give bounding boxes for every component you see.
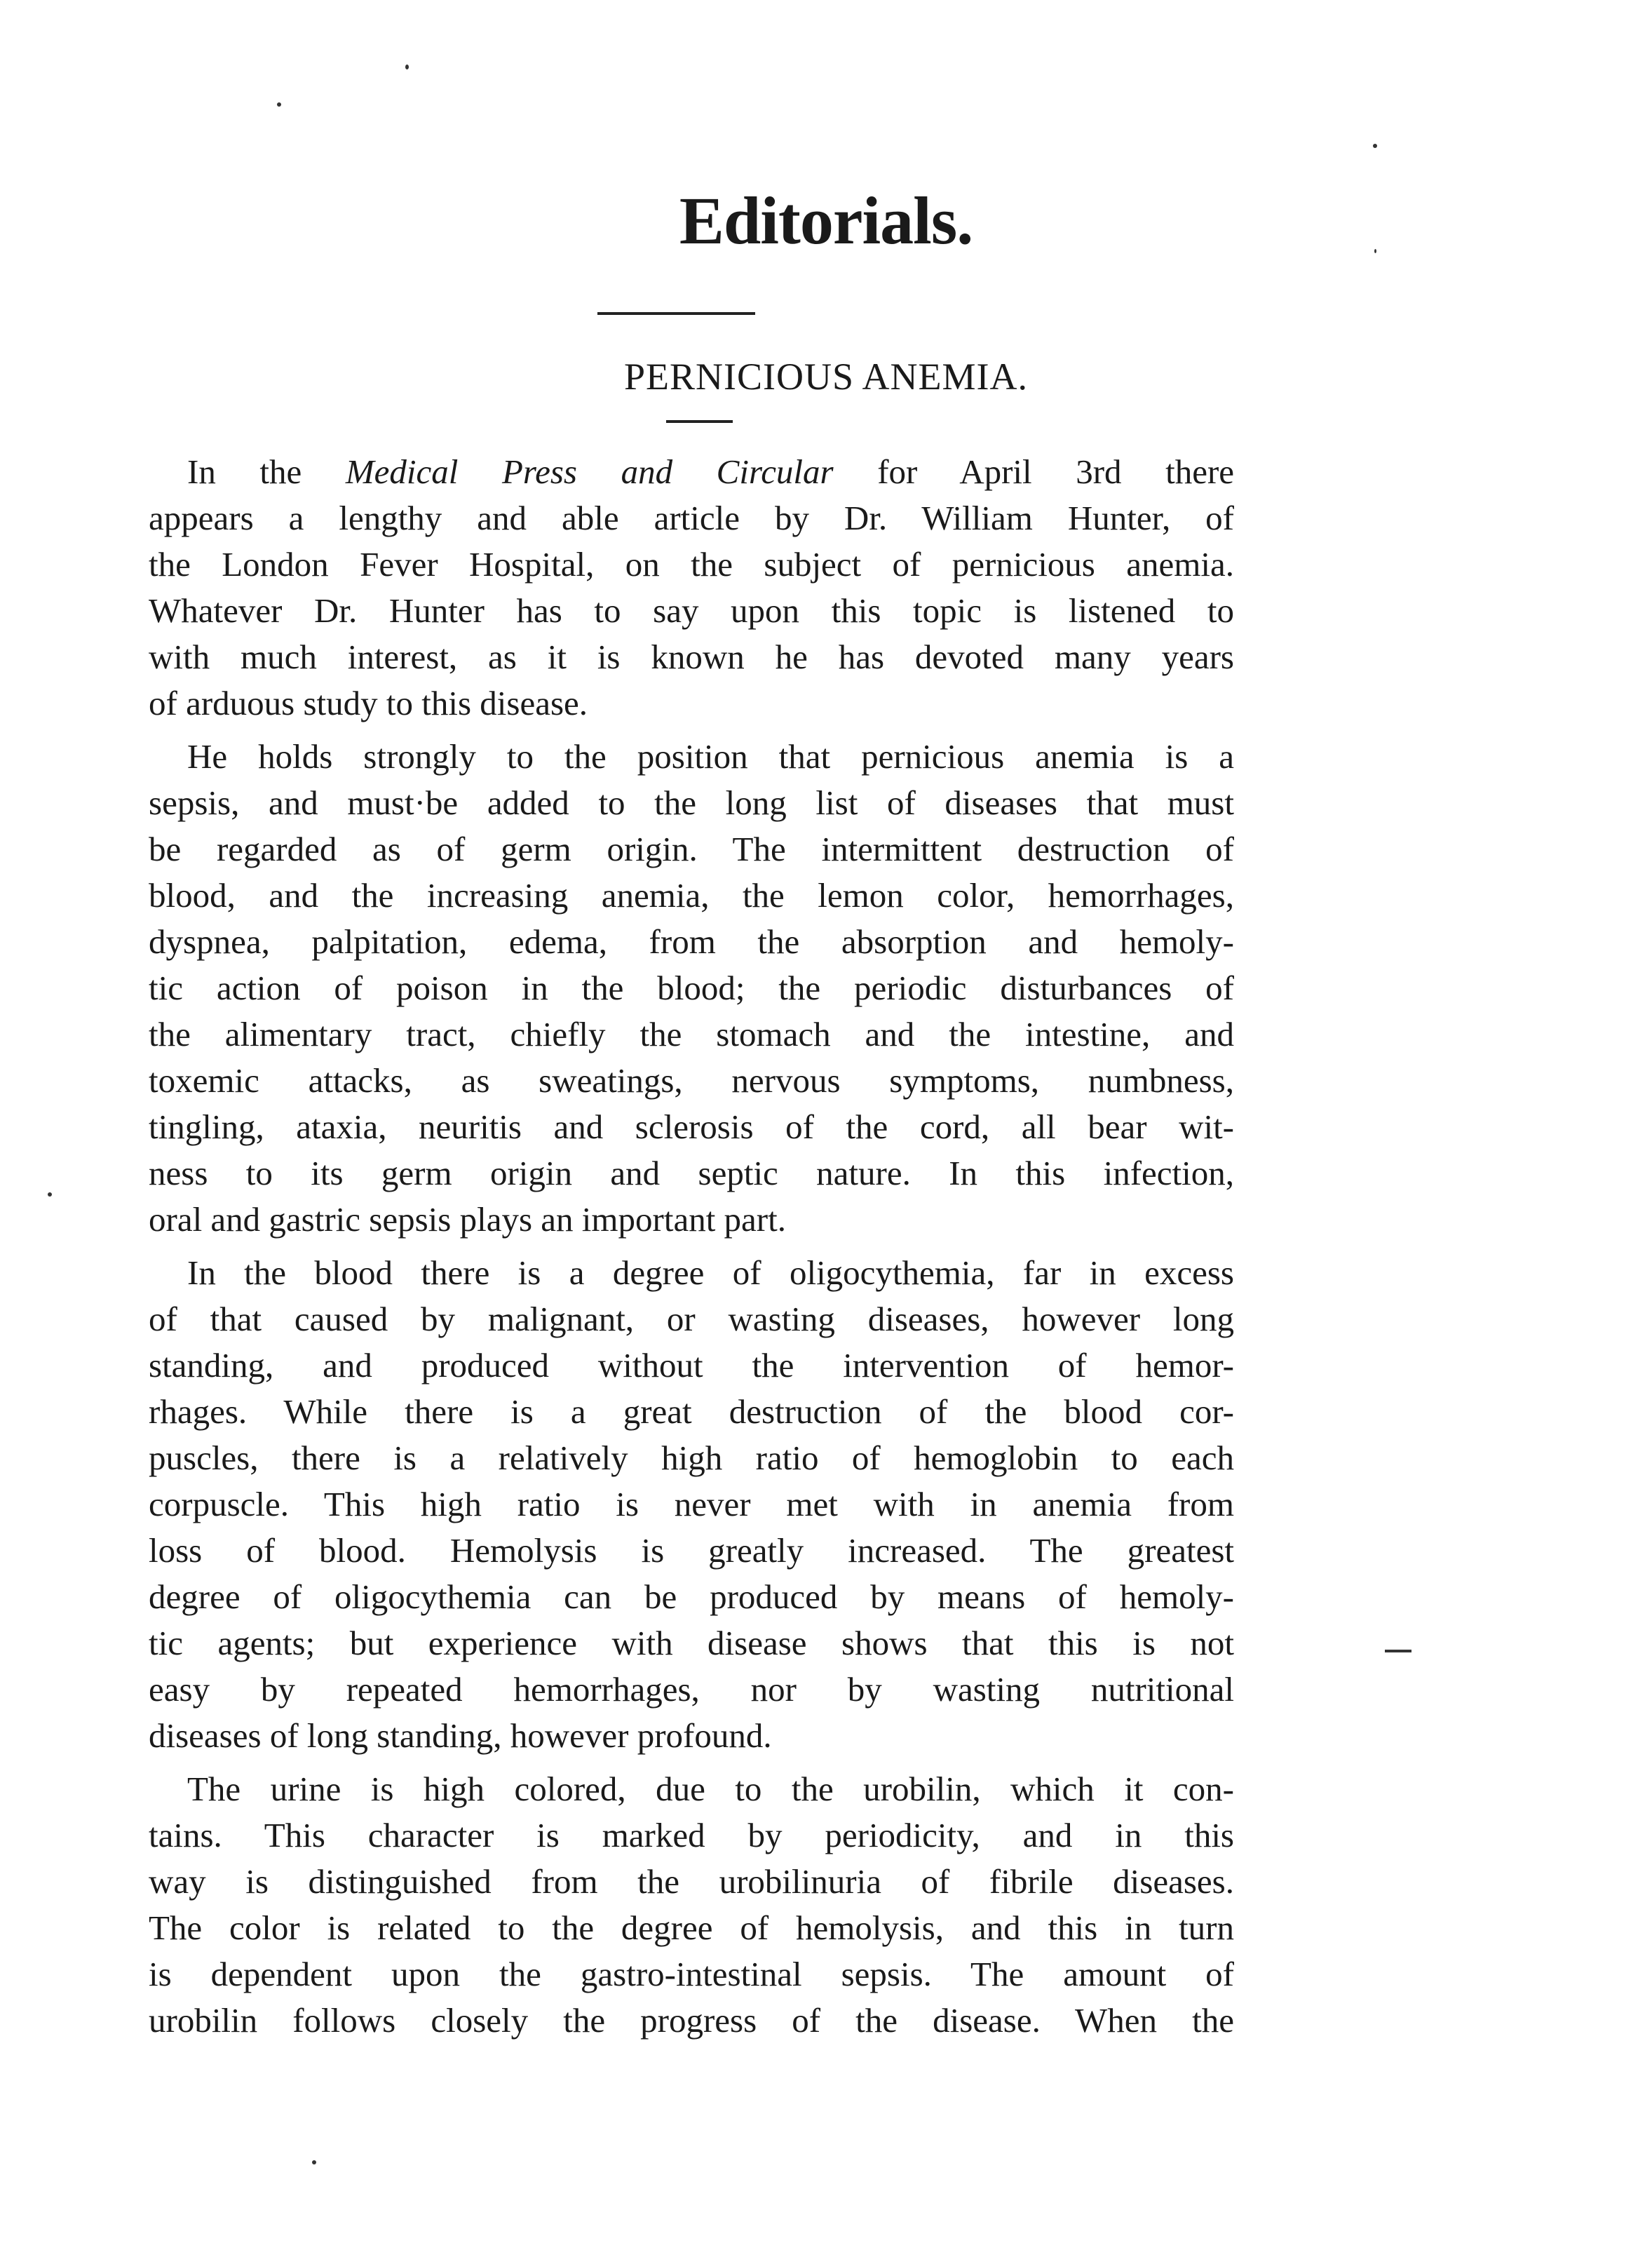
- text-line: way is distinguished from the urobilinuria of fibrile diseases.: [149, 1862, 1234, 1901]
- text-line: rhages. While there is a great destruction of the blood cor-: [149, 1392, 1234, 1431]
- article-body: [149, 449, 1234, 2044]
- text-line: be regarded as of germ origin. The intermittent destruction of: [149, 830, 1234, 868]
- text-line: The urine is high colored, due to the urobilin, which it con-: [187, 1770, 1234, 1808]
- section-heading: Editorials.: [679, 183, 973, 258]
- text-line: blood, and the increasing anemia, the lemon color, hemorrhages,: [149, 876, 1234, 915]
- text-line: ness to its germ origin and septic nature. In this infection,: [149, 1154, 1234, 1192]
- text-line: Whatever Dr. Hunter has to say upon this topic is listened to: [149, 591, 1234, 630]
- scan-speck: [405, 65, 409, 69]
- margin-mark: [1385, 1650, 1411, 1652]
- text-line: is dependent upon the gastro-intestinal sepsis. The amount of: [149, 1955, 1234, 1993]
- text-line: dyspnea, palpitation, edema, from the absorption and hemoly-: [149, 922, 1234, 961]
- text-segment: In the: [187, 452, 346, 491]
- paragraph: [149, 449, 1234, 727]
- text-line: with much interest, as it is known he has devoted many years: [149, 638, 1234, 676]
- heading-divider: [597, 312, 755, 315]
- paragraph: [149, 734, 1234, 1243]
- text-line: loss of blood. Hemolysis is greatly increased. The greatest: [149, 1531, 1234, 1570]
- text-line: appears a lengthy and able article by Dr. William Hunter, of: [149, 499, 1234, 537]
- text-line: easy by repeated hemorrhages, nor by wasting nutritional: [149, 1670, 1234, 1709]
- scan-speck: [48, 1192, 52, 1197]
- text-line: tic action of poison in the blood; the periodic disturbances of: [149, 969, 1234, 1007]
- paragraph: [149, 1766, 1234, 2044]
- text-line: In the blood there is a degree of oligocythemia, far in excess: [187, 1253, 1234, 1292]
- text-line: tingling, ataxia, neuritis and sclerosis of the cord, all bear wit-: [149, 1107, 1234, 1146]
- paragraph: [149, 1250, 1234, 1759]
- text-line: standing, and produced without the intervention of hemor-: [149, 1346, 1234, 1385]
- text-line: of arduous study to this disease.: [149, 684, 588, 722]
- scan-speck: [312, 2160, 316, 2164]
- text-line: tains. This character is marked by periodicity, and in this: [149, 1816, 1234, 1854]
- text-line: toxemic attacks, as sweatings, nervous symptoms, numbness,: [149, 1061, 1234, 1100]
- scan-speck: [1374, 249, 1376, 253]
- text-line: the London Fever Hospital, on the subject of pernicious anemia.: [149, 545, 1234, 584]
- scan-speck: [277, 102, 281, 107]
- text-line: diseases of long standing, however profound.: [149, 1716, 772, 1755]
- text-line: oral and gastric sepsis plays an important part.: [149, 1200, 786, 1239]
- text-line: urobilin follows closely the progress of the disease. When the: [149, 2001, 1234, 2040]
- text-line: sepsis, and must·be added to the long list of diseases that must: [149, 783, 1234, 822]
- journal-title: Medical Press and Circular: [345, 452, 834, 491]
- text-line: corpuscle. This high ratio is never met with in anemia from: [149, 1485, 1234, 1523]
- text-line: [149, 449, 1234, 495]
- scan-speck: [1373, 144, 1377, 148]
- text-line: degree of oligocythemia can be produced by means of hemoly-: [149, 1577, 1234, 1616]
- text-line: tic agents; but experience with disease shows that this is not: [149, 1624, 1234, 1662]
- article-title: PERNICIOUS ANEMIA.: [623, 356, 1029, 398]
- title-divider: [666, 420, 733, 423]
- text-line: puscles, there is a relatively high ratio of hemoglobin to each: [149, 1439, 1234, 1477]
- text-segment: for April 3rd there: [833, 452, 1235, 491]
- text-line: The color is related to the degree of hemolysis, and this in turn: [149, 1908, 1234, 1947]
- text-line: the alimentary tract, chiefly the stomach and the intestine, and: [149, 1015, 1234, 1053]
- text-line: He holds strongly to the position that pernicious anemia is a: [187, 737, 1234, 776]
- text-line: of that caused by malignant, or wasting diseases, however long: [149, 1300, 1234, 1338]
